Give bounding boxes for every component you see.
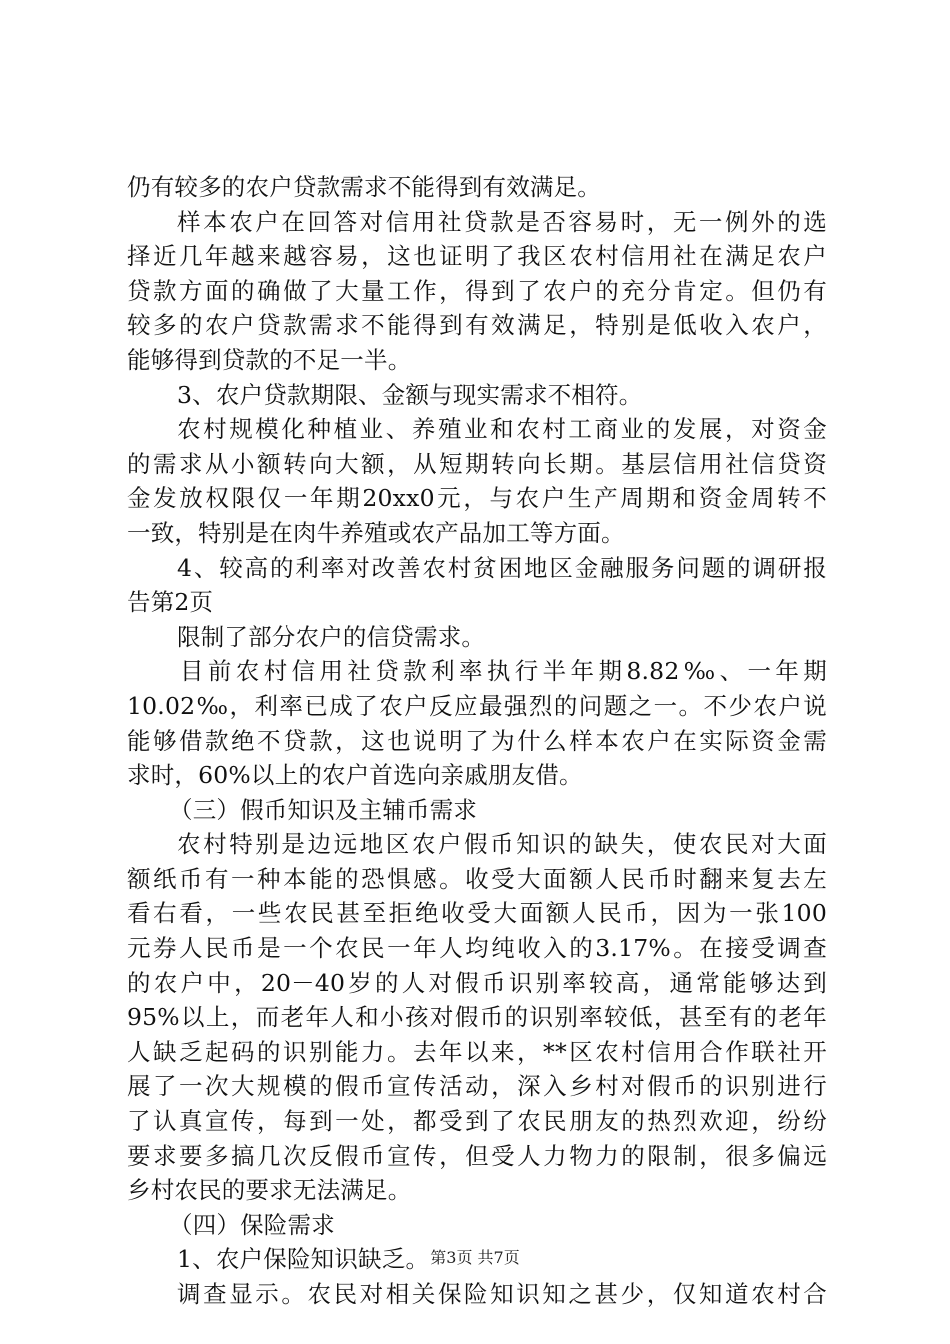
text-line: 10.02‰，利率已成了农户反应最强烈的问题之一。不少农户说 [127, 691, 827, 720]
text-line: 展了一次大规模的假币宣传活动，深入乡村对假币的识别进行 [127, 1072, 827, 1101]
text-line: 仍有较多的农户贷款需求不能得到有效满足。 [127, 173, 601, 201]
text-line: 的农户中，20－40岁的人对假币识别率较高，通常能够达到 [127, 968, 827, 997]
paragraph-start-line: 农村规模化种植业、养殖业和农村工商业的发展，对资金 [177, 415, 827, 444]
text-line: 贷款方面的确做了大量工作，得到了农户的充分肯定。但仍有 [127, 276, 827, 305]
text-line: 额纸币有一种本能的恐惧感。收受大面额人民币时翻来复去左 [127, 864, 827, 893]
paragraph-start-line: 调查显示。农民对相关保险知识知之甚少，仅知道农村合 [177, 1280, 827, 1308]
text-line: 告第2页 [127, 588, 214, 617]
text-line: 了认真宣传，每到一处，都受到了农民朋友的热烈欢迎，纷纷 [127, 1107, 827, 1136]
text-line: 能够借款绝不贷款，这也说明了为什么样本农户在实际资金需 [127, 726, 827, 755]
text-line: 择近几年越来越容易，这也证明了我区农村信用社在满足农户 [127, 242, 827, 271]
text-line: 要求要多搞几次反假币宣传，但受人力物力的限制，很多偏远 [127, 1141, 827, 1170]
text-line: 元券人民币是一个农民一年人均纯收入的3.17%。在接受调查 [127, 934, 827, 963]
text-line: 乡村农民的要求无法满足。 [127, 1176, 412, 1205]
text-line: 求时，60%以上的农户首选向亲戚朋友借。 [127, 761, 583, 790]
paragraph-start-line: 目前农村信用社贷款利率执行半年期8.82‰、一年期 [180, 657, 827, 686]
text-line: 能够得到贷款的不足一半。 [127, 345, 412, 374]
page-number: 第3页 共7页 [430, 1248, 520, 1267]
section-heading: 1、农户保险知识缺乏。 [177, 1245, 430, 1274]
text-line: 一致，特别是在肉牛养殖或农产品加工等方面。 [127, 518, 625, 547]
section-heading: （三）假币知识及主辅币需求 [169, 795, 478, 824]
section-heading: （四）保险需求 [169, 1210, 335, 1239]
paragraph-start-line: 样本农户在回答对信用社贷款是否容易时，无一例外的选 [177, 207, 827, 236]
text-line: 看右看，一些农民甚至拒绝收受大面额人民币，因为一张100 [127, 899, 827, 928]
paragraph-start-line: 农村特别是边远地区农户假币知识的缺失，使农民对大面 [177, 830, 827, 859]
text-line: 限制了部分农户的信贷需求。 [177, 622, 486, 651]
text-line: 95%以上，而老年人和小孩对假币的识别率较低，甚至有的老年 [127, 1003, 827, 1032]
text-line: 人缺乏起码的识别能力。去年以来，**区农村信用合作联社开 [127, 1037, 827, 1066]
text-line: 的需求从小额转向大额，从短期转向长期。基层信用社信贷资 [127, 449, 827, 478]
section-heading: 3、农户贷款期限、金额与现实需求不相符。 [177, 380, 643, 409]
text-line: 较多的农户贷款需求不能得到有效满足，特别是低收入农户， [127, 311, 827, 340]
text-line: 金发放权限仅一年期20xx0元，与农户生产周期和资金周转不 [127, 484, 827, 513]
document-body [127, 170, 827, 1312]
section-heading: 4、较高的利率对改善农村贫困地区金融服务问题的调研报 [177, 553, 827, 582]
